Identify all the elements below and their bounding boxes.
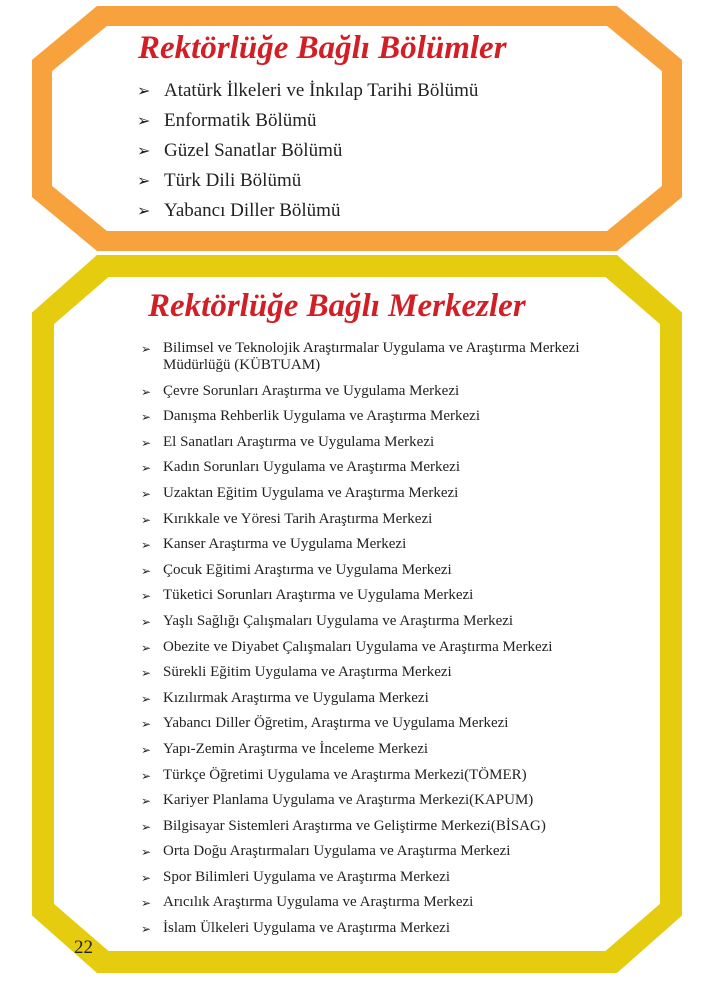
- center-list-item: [141, 792, 641, 809]
- arrowhead-bullet-icon: ➢: [141, 768, 152, 783]
- center-list-item: [141, 920, 641, 937]
- center-list-item: [141, 894, 641, 911]
- centers-list: [141, 340, 641, 946]
- center-item-label: Uzaktan Eğitim Uygulama ve Araştırma Merkezi: [163, 484, 459, 501]
- center-item-label: Türkçe Öğretimi Uygulama ve Araştırma Merkezi(TÖMER): [163, 766, 527, 783]
- center-list-item: [141, 536, 641, 553]
- arrowhead-bullet-icon: ➢: [141, 691, 152, 706]
- center-item-label: Sürekli Eğitim Uygulama ve Araştırma Merkezi: [163, 664, 452, 681]
- center-item-label: Çocuk Eğitimi Araştırma ve Uygulama Merkezi: [163, 561, 452, 578]
- center-item-label: Tüketici Sorunları Araştırma ve Uygulama Merkezi: [163, 587, 474, 604]
- center-item-label: Kanser Araştırma ve Uygulama Merkezi: [163, 536, 407, 553]
- center-item-label: Yapı-Zemin Araştırma ve İnceleme Merkezi: [163, 740, 429, 757]
- department-item-label: Enformatik Bölümü: [164, 110, 317, 131]
- center-list-item: [141, 741, 641, 758]
- center-item-label: Arıcılık Araştırma Uygulama ve Araştırma Merkezi: [163, 894, 474, 911]
- departments-title: Rektörlüğe Bağlı Bölümler: [138, 30, 507, 66]
- center-item-label: Bilgisayar Sistemleri Araştırma ve Geliştirme Merkezi(BİSAG): [163, 817, 546, 834]
- center-list-item: [141, 340, 641, 374]
- arrowhead-bullet-icon: ➢: [141, 896, 152, 911]
- center-list-item: [141, 843, 641, 860]
- center-item-label: Obezite ve Diyabet Çalışmaları Uygulama ve Araştırma Merkezi: [163, 638, 553, 655]
- arrowhead-bullet-icon: ➢: [137, 201, 151, 220]
- center-item-label: Spor Bilimleri Uygulama ve Araştırma Merkezi: [163, 868, 451, 885]
- arrowhead-bullet-icon: ➢: [141, 640, 152, 655]
- center-list-item: [141, 613, 641, 630]
- department-item-label: Türk Dili Bölümü: [164, 170, 302, 191]
- center-list-item: [141, 562, 641, 579]
- arrowhead-bullet-icon: ➢: [141, 486, 152, 501]
- arrowhead-bullet-icon: ➢: [141, 512, 152, 527]
- center-item-label: Çevre Sorunları Araştırma ve Uygulama Merkezi: [163, 382, 460, 399]
- center-item-label: Danışma Rehberlik Uygulama ve Araştırma Merkezi: [163, 408, 480, 425]
- center-list-item: [141, 715, 641, 732]
- center-item-label: Kırıkkale ve Yöresi Tarih Araştırma Merkezi: [163, 510, 433, 527]
- arrowhead-bullet-icon: ➢: [141, 410, 152, 425]
- arrowhead-bullet-icon: ➢: [141, 342, 152, 356]
- arrowhead-bullet-icon: ➢: [137, 111, 151, 130]
- arrowhead-bullet-icon: ➢: [141, 819, 152, 834]
- arrowhead-bullet-icon: ➢: [141, 435, 152, 450]
- arrowhead-bullet-icon: ➢: [141, 666, 152, 681]
- center-list-item: [141, 383, 641, 400]
- center-list-item: [141, 690, 641, 707]
- department-list-item: [137, 106, 657, 136]
- arrowhead-bullet-icon: ➢: [137, 171, 151, 190]
- department-list-item: [137, 76, 657, 106]
- arrowhead-bullet-icon: ➢: [141, 461, 152, 476]
- department-item-label: Atatürk İlkeleri ve İnkılap Tarihi Bölümü: [164, 80, 479, 101]
- center-list-item: [141, 869, 641, 886]
- center-item-label: İslam Ülkeleri Uygulama ve Araştırma Merkezi: [163, 920, 450, 937]
- arrowhead-bullet-icon: ➢: [141, 794, 152, 809]
- center-list-item: [141, 434, 641, 451]
- center-item-label: Kadın Sorunları Uygulama ve Araştırma Merkezi: [163, 459, 460, 476]
- center-item-label: Kariyer Planlama Uygulama ve Araştırma Merkezi(KAPUM): [163, 792, 534, 809]
- department-list-item: [137, 136, 657, 166]
- center-list-item: [141, 587, 641, 604]
- center-list-item: [141, 459, 641, 476]
- arrowhead-bullet-icon: ➢: [141, 845, 152, 860]
- center-list-item: [141, 408, 641, 425]
- center-item-label: Bilimsel ve Teknolojik Araştırmalar Uygulama ve Araştırma Merkezi Müdürlüğü (KÜBTUAM): [163, 340, 580, 373]
- center-list-item: [141, 818, 641, 835]
- department-list-item: [137, 196, 657, 226]
- center-item-label: Orta Doğu Araştırmaları Uygulama ve Araştırma Merkezi: [163, 843, 511, 860]
- page-number: 22: [74, 937, 93, 958]
- center-list-item: [141, 767, 641, 784]
- department-item-label: Güzel Sanatlar Bölümü: [164, 140, 343, 161]
- center-item-label: Kızılırmak Araştırma ve Uygulama Merkezi: [163, 689, 429, 706]
- arrowhead-bullet-icon: ➢: [141, 384, 152, 399]
- arrowhead-bullet-icon: ➢: [137, 81, 151, 100]
- arrowhead-bullet-icon: ➢: [141, 922, 152, 937]
- center-item-label: El Sanatları Araştırma ve Uygulama Merkezi: [163, 433, 435, 450]
- departments-list: [137, 76, 657, 226]
- arrowhead-bullet-icon: ➢: [137, 141, 151, 160]
- centers-title: Rektörlüğe Bağlı Merkezler: [148, 288, 526, 324]
- arrowhead-bullet-icon: ➢: [141, 538, 152, 553]
- center-list-item: [141, 485, 641, 502]
- arrowhead-bullet-icon: ➢: [141, 614, 152, 629]
- arrowhead-bullet-icon: ➢: [141, 717, 152, 732]
- arrowhead-bullet-icon: ➢: [141, 742, 152, 757]
- department-item-label: Yabancı Diller Bölümü: [164, 200, 341, 221]
- center-item-label: Yabancı Diller Öğretim, Araştırma ve Uygulama Merkezi: [163, 715, 509, 732]
- department-list-item: [137, 166, 657, 196]
- center-item-label: Yaşlı Sağlığı Çalışmaları Uygulama ve Araştırma Merkezi: [163, 612, 514, 629]
- arrowhead-bullet-icon: ➢: [141, 870, 152, 885]
- center-list-item: [141, 511, 641, 528]
- arrowhead-bullet-icon: ➢: [141, 589, 152, 604]
- arrowhead-bullet-icon: ➢: [141, 563, 152, 578]
- center-list-item: [141, 639, 641, 656]
- center-list-item: [141, 664, 641, 681]
